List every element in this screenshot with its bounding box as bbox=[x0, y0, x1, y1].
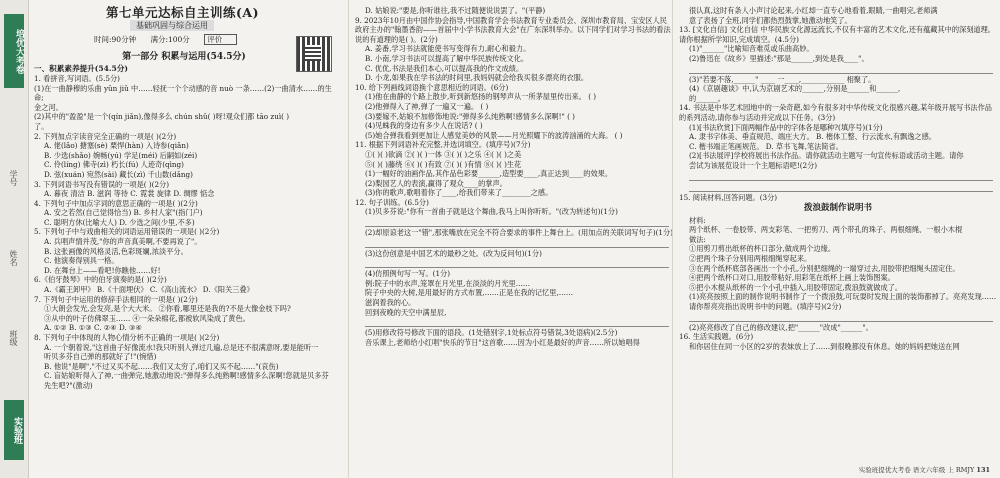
question-text: (2)亮亮修改了自己的修改建议,把"______"改成"______"。 bbox=[689, 322, 873, 332]
question-text: 10. 给下列画线词语换个意思相近的词语。(6分) bbox=[355, 82, 509, 92]
question-text: C. 盲姑娘听得入了神,一曲弹完,她激动地说:"弹得多么纯熟啊!感情多么深啊!您就是贝多芬 bbox=[44, 371, 329, 381]
column-right bbox=[672, 0, 997, 478]
question-text: B. 少选(shǎo) 婉畅(yú) 学足(méi) 后嗣如(zéi) bbox=[44, 150, 198, 160]
answer-line[interactable] bbox=[365, 238, 669, 248]
exam-time: 时间:90分钟 bbox=[94, 35, 137, 45]
question-text: 先生吧?"(激动) bbox=[44, 380, 93, 390]
question-text: A. 隶书字体美、垂直规范、端庄大方。 B. 楷体工整、行云流水,有飘逸之感。 bbox=[689, 132, 936, 142]
question-text: (2)梨园艺人的表演,赢得了观众____的掌声。 bbox=[365, 178, 507, 188]
column-left-body bbox=[34, 64, 334, 390]
question-text: (4)《京剧趣谈》中,认为京剧艺术的______,分别是______和______, bbox=[689, 84, 901, 94]
question-text: (5)她合弹我看到更加让人感觉美妙的风景——月光照耀下的波涛汹涌的大海。 ( ) bbox=[365, 130, 623, 140]
question-text: A. ①② B. ①③ C. ②④ D. ③④ bbox=[44, 323, 142, 333]
column-right-body bbox=[679, 6, 997, 351]
question-text: 16. 生活实践题。(6分) bbox=[679, 332, 754, 342]
question-text: ①( )( )欲滴 ②( )( )一体 ③( )( )之乐 ④( )( )之美 bbox=[365, 149, 522, 159]
answer-line[interactable] bbox=[689, 312, 993, 322]
question-text: C. 优优,书法是我们本心,可以提高我的作文成绩。 bbox=[365, 63, 524, 73]
question-text: 金之河。 bbox=[34, 102, 63, 112]
question-text: A. 佬(lǎo) 搪塞(sè) 栗悍(hàn) 入诗参(qiǎn) bbox=[44, 141, 189, 151]
qr-code-icon bbox=[296, 36, 332, 72]
question-text: 5. 下列句子中与戏曲相关的词语运用错误的一项是( )(2分) bbox=[34, 227, 220, 237]
question-text: C. 楷书端正笔画规范。 D. 草书飞舞,笔法简省。 bbox=[689, 141, 843, 151]
question-text: 材料: bbox=[689, 215, 706, 225]
question-text: 8. 下列句子中体现的人物心情分析不正确的一项是( )(2分) bbox=[34, 333, 220, 342]
exam-score: 满分:100分 bbox=[150, 35, 190, 45]
question-text: 两个纸杯、一卷胶带、两支彩笔、一把剪刀、两个带孔的珠子、两根细绳、一根小木棍 bbox=[689, 225, 963, 235]
question-text: (1)亮亮按照上面的制作说明书制作了一个拨浪鼓,可玩耍时发现上面的装饰都掉了。亮亮发现……请你帮亮亮指出说明书中的问题。(填序号)(2分) bbox=[689, 292, 997, 312]
question-text: ⑤( )( )藤绕 ⑥( )( )有致 ⑦( )( )有情 ⑧( )( )生花 bbox=[365, 159, 522, 169]
question-text: A. 姜番,学习书法就能使书写变得有力,耐心和毅力。 bbox=[365, 44, 531, 54]
answer-line[interactable] bbox=[365, 258, 669, 268]
question-text: 3. 下列词语书写没有错误的一项是( )(2分) bbox=[34, 179, 170, 189]
page-number: 131 bbox=[976, 466, 990, 474]
question-text: ③在两个纸杯底部各画出一个小孔,分别把细绳的一端穿过去,用胶带把细绳头固定住。 bbox=[689, 263, 960, 273]
question-text: 4. 下列句子中加点字词的意思正确的一项是( )(2分) bbox=[34, 198, 198, 208]
question-text: A. 暮夜 清洁 B. 滋润 等待 C. 霓裳 旋律 D. 绸缪 惦念 bbox=[44, 189, 215, 199]
question-text: (5)用修改符号修改下面的语段。(1处错别字,1处标点符号错误,3处语病)(2.5分) bbox=[365, 328, 618, 338]
spine-label-name: 姓名 bbox=[9, 250, 18, 266]
question-text: (3)要嫁不,姑娘不加修饰地说:"弹得多么纯熟啊!感情多么深啊!" ( ) bbox=[365, 111, 575, 121]
question-text: 音乐课上,老师给小红唱"快乐的节日"这首歌……因为小红是最好的声音……所以她唱得 bbox=[365, 337, 640, 347]
question-text: D. 在舞台上——看吧!你瞧他……好! bbox=[44, 265, 161, 275]
question-text: ③从中的叶子仿佛翠玉…… ④一朵朵棉花,都被软风染成了黄色。 bbox=[44, 313, 250, 323]
column-middle-body bbox=[355, 6, 673, 347]
question-text: 1. 看拼音,写词语。(5.5分) bbox=[34, 73, 120, 83]
question-text: 6.《伯牙鼓琴》中的伯牙演奏的是( )(2分) bbox=[34, 275, 167, 285]
page-title: 第七单元达标自主训练(A) bbox=[106, 5, 260, 20]
question-text: (1)他在曲静的个路上散步,听到新悠扬的钢琴声从一所茅屋里传出来。 ( ) bbox=[365, 92, 597, 102]
question-text: (3)"若要不落,______" ____ 一____,____________ 相聚了。 bbox=[689, 74, 876, 84]
question-text: 2. 下列加点字读音完全正确的一项是( )(2分) bbox=[34, 131, 177, 141]
question-text: 了。 bbox=[34, 121, 49, 131]
question-text: (3)这份创意是中国艺术的最秒之处。(改为反问句)(1分) bbox=[365, 248, 542, 258]
spine-label-class: 班级 bbox=[9, 330, 18, 346]
question-text: (1)"______"比喻知音难觅或乐曲高妙。 bbox=[689, 44, 814, 54]
question-text: 做法: bbox=[689, 234, 706, 244]
question-text: ④把两个纸杯口对口,用胶带粘好,用彩笔在纸杯上画上装饰图案。 bbox=[689, 273, 895, 283]
question-text: A. 一个朝着说,"这首曲子好像流水!我只听别人弹过几遍,总是还不很满意呀,要是能听一 bbox=[44, 342, 319, 352]
page-footer bbox=[859, 465, 990, 474]
question-text: C. 他演奏得别具一格。 bbox=[44, 256, 119, 266]
question-text: (1)一幅好的油画作品,其作品色彩要______,造型要____,真正达到____的效果。 bbox=[365, 169, 613, 179]
question-text: ⑤把小木棍从纸杯的一个小孔中插入,用胶带固定,拨浪鼓就做成了。 bbox=[689, 282, 903, 292]
question-text: 拨浪鼓制作说明书 bbox=[803, 203, 872, 214]
question-text: (2)却原谅老这一"错",那张嘴放在完全不符合要求的事件上舞台上。(用加点的关联词写句子)(1分) bbox=[365, 228, 673, 238]
question-text: A. 兵唱声情并茂,"你的声音真美啊,不要再说了"。 bbox=[44, 237, 202, 247]
question-text: (2)[书法展评]学校将展出书法作品。请你就活动主题写一句宣传标语或活动主题。请你 bbox=[689, 151, 964, 161]
question-text: C. 伶(líng) 佛寺(zì) 朽长(fú) 人迹奇(qìng) bbox=[44, 160, 184, 170]
question-text: ②把两个珠子分别用两根细绳穿起来。 bbox=[689, 254, 812, 264]
question-text: D. 弦(xuán) 宛然(sài) 藏长(zì) 千山数(dǎng) bbox=[44, 169, 193, 179]
footer-text: 实验班提优大考卷 语文六年级 上 RMJY bbox=[858, 466, 975, 474]
answer-line[interactable] bbox=[689, 182, 993, 192]
column-middle bbox=[348, 0, 673, 478]
question-text: 意了表扬了全班,同学们都热烈鼓掌,她激动地笑了。 bbox=[689, 15, 852, 25]
question-text: (3)你的歌声,歌唱着你了____,给我们带来了________之感。 bbox=[365, 188, 553, 198]
brand-logo-bottom: 实验班 bbox=[4, 400, 24, 460]
question-text: 的______。 bbox=[689, 93, 725, 103]
page-subtitle: 基础巩固与综合运用 bbox=[130, 20, 214, 32]
question-text: 院子中央的大树,是用最好的方式布置,……正是在我的记忆里,…… bbox=[365, 288, 574, 298]
question-text: C. 聪明方休(比喻大人) D. 少选之间(少里,不多) bbox=[44, 217, 195, 227]
question-text: 14. 书法是中华艺术园地中的一朵奇葩,如今有很多对中华传统文化很感兴趣,某年级开展写书法作品的系列活动,请你参与活动并完成以下任务。(3分) bbox=[679, 103, 992, 122]
question-text: (2)其中的"盈盈"是一个(qín jiǎn),像得多么 chún shǔ( )呀!观众们都 tāo zuì( ) bbox=[34, 112, 290, 122]
answer-line[interactable] bbox=[365, 217, 669, 227]
question-text: 12. 句子训练。(6.5分) bbox=[355, 197, 429, 207]
question-text: 尝试为该展览设计一个主题标语吧!(2分) bbox=[689, 160, 818, 170]
question-text: 很认真,这时有条人小声讨论起来,小红却一直专心地看着,眼睛,一曲唱完,老师满 bbox=[689, 6, 938, 15]
question-text: (2)鲁迅在《故乡》里描述:"那是______,到处是我____"。 bbox=[689, 53, 869, 63]
answer-line[interactable] bbox=[689, 64, 993, 74]
question-text: 11. 根据下列词语补充完整,并选词填空。(填序号)(7分) bbox=[355, 140, 531, 150]
question-text: 一、积累素养提升(54.5分) bbox=[34, 64, 129, 74]
question-text: A.《霸王卸甲》 B.《十面埋伏》 C.《高山流水》 D.《阳关三叠》 bbox=[44, 285, 254, 295]
question-text: B. 小南,学习书法可以提高了解中华民族传统文化。 bbox=[365, 53, 529, 63]
brand-logo-top: 培优大考卷 bbox=[4, 14, 24, 88]
binding-spine bbox=[0, 0, 29, 478]
question-text: (1)在一曲静穆的乐曲 yǔn jiǔ 中……轻抚一个个动感的音 nuò 一条……(2)一曲清水……的生命; bbox=[34, 83, 332, 103]
question-text: D. 姑娘说:"要是,你听谁往,我不过随便说说罢了。"(平静) bbox=[365, 6, 546, 15]
question-text: 13. [文化自信] 文化自信 中华民族文化源远流长,不仅有丰富的艺术文化,还有蕴藏其中的深刻道理。请你根据所学知识,完成填空。(4.5分) bbox=[679, 25, 995, 44]
question-text: 15. 阅读材料,回答问题。(3分) bbox=[679, 192, 778, 202]
question-text: B. 他说"是啊","不过又买不起……我们又太穷了,咱们又买不起……"(哀伤) bbox=[44, 361, 279, 371]
question-text: (1)[书法欣赏]下面两幅作品中的字体各是哪种?(填序号)(1分) bbox=[689, 122, 883, 132]
part-title: 第一部分 积累与运用(54.5分) bbox=[122, 51, 246, 62]
question-text: 滋润着我的心。 bbox=[365, 298, 416, 308]
question-text: (4)见蛛我的身边有多少人在说话? ( ) bbox=[365, 121, 483, 131]
question-text: 听贝多芬自己弹的那就好了!"(惋惜) bbox=[44, 352, 157, 362]
answer-line[interactable] bbox=[365, 317, 669, 327]
answer-line[interactable] bbox=[689, 171, 993, 181]
question-text: 9. 2023年10月由中国作协会指导,中国教育学会书法教育专业委员会、深圳市教育局、宝安区人民政府主办的"翰墨香韵——首届中小学书法教育大会"在广东深圳举办。以下同学们对学习书法的看法说的有道理的是( )。(2分) bbox=[355, 15, 671, 44]
spine-label-id: 学号 bbox=[9, 170, 18, 186]
question-text: (4)仿照例句写一写。(1分) bbox=[365, 269, 451, 279]
question-text: 回到夜晚的天空中满星辰, bbox=[365, 307, 447, 317]
question-text: B. 这张画像的风格灵活,色彩斑斓,浓淡平分。 bbox=[44, 246, 188, 256]
question-text: ①大朗会发光,会发亮,是个大大米。 ②你看,哪里还是我的?不是大像金枝下吗? bbox=[44, 304, 291, 314]
question-text: ①用剪刀剪出纸杯的杯口部分,做成两个边缘。 bbox=[689, 244, 836, 254]
question-text: D. 小龙,如果我在学书法的时间里,我妈妈就会给我买很多漂亮的衣服。 bbox=[365, 73, 589, 83]
question-text: 和你居住在同一小区的2岁的表妹放上了……到很晚都没有休息。她的妈妈把她送在网 bbox=[689, 341, 960, 351]
grade-label: 评价 bbox=[204, 34, 237, 45]
question-text: A. 安之若然(自己觉得恰当) B. 乡村人家"(指门户) bbox=[44, 208, 203, 218]
question-text: 7. 下列句子中运用的修辞手法相同的一项是( )(2分) bbox=[34, 294, 198, 304]
column-left bbox=[34, 0, 334, 478]
question-text: 例:院子中的水声,笼罩在月光里,在淡淡的月光里…… bbox=[365, 278, 531, 288]
question-text: (2)他弹得入了神,弹了一遍又一遍。 ( ) bbox=[365, 101, 489, 111]
question-text: (1)贝多芬说:"你有一首曲子就是这个舞曲,我马上叫你听听。"(改为转述句)(1分) bbox=[365, 207, 618, 217]
